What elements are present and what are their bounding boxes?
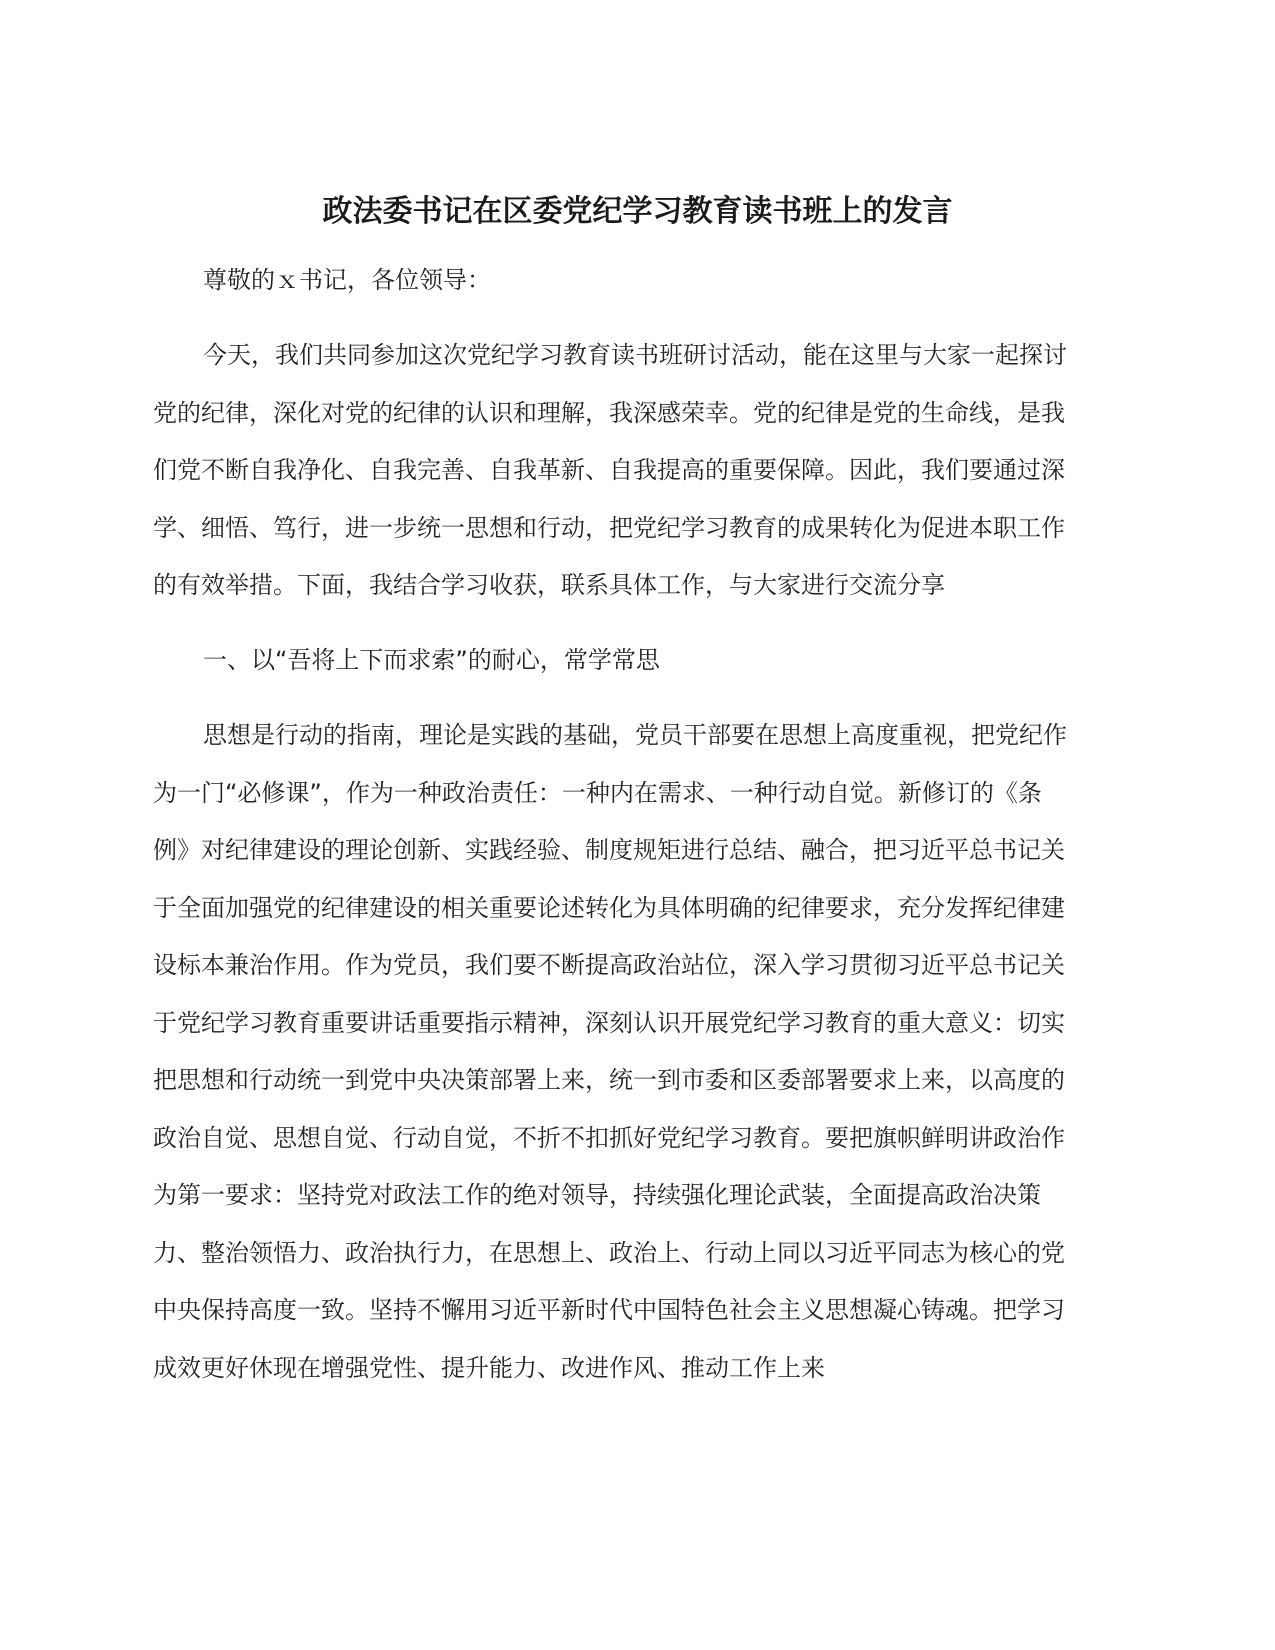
text-line: 思想是行动的指南，理论是实践的基础，党员干部要在思想上高度重视，把党纪作 (203, 721, 1067, 749)
salutation-line: 尊敬的ｘ书记，各位领导： (203, 266, 491, 294)
text-line: 党的纪律，深化对党的纪律的认识和理解，我深感荣幸。党的纪律是党的生命线，是我 (153, 398, 1065, 427)
document-title: 政法委书记在区委党纪学习教育读书班上的发言 (322, 194, 953, 229)
text-line: 于全面加强党的纪律建设的相关重要论述转化为具体明确的纪律要求，充分发挥纪律建 (153, 893, 1065, 922)
text-line: 中央保持高度一致。坚持不懈用习近平新时代中国特色社会主义思想凝心铸魂。把学习 (153, 1296, 1065, 1324)
text-line: 的有效举措。下面，我结合学习收获，联系具体工作，与大家进行交流分享 (153, 571, 945, 599)
intro-paragraph (153, 327, 1121, 615)
text-line: 设标本兼治作用。作为党员，我们要不断提高政治站位，深入学习贯彻习近平总书记关 (153, 951, 1065, 979)
text-line: 例》对纪律建设的理论创新、实践经验、制度规矩进行总结、融合，把习近平总书记关 (153, 836, 1065, 864)
text-line: 学、细悟、笃行，进一步统一思想和行动，把党纪学习教育的成果转化为促进本职工作 (153, 513, 1065, 542)
section-heading-1 (153, 632, 1121, 690)
section-heading-line: 一、以“吾将上下而求索”的耐心，常学常思 (203, 646, 660, 674)
text-line: 政治自觉、思想自觉、行动自觉，不折不扣抓好党纪学习教育。要把旗帜鲜明讲政治作 (153, 1123, 1065, 1152)
text-line: 为一门“必修课”，作为一种政治责任：一种内在需求、一种行动自觉。新修订的《条 (153, 778, 1042, 807)
text-line: 把思想和行动统一到党中央决策部署上来，统一到市委和区委部署要求上来，以高度的 (153, 1066, 1065, 1094)
text-line: 成效更好休现在增强党性、提升能力、改进作风、推动工作上来 (153, 1353, 825, 1382)
text-line: 们党不断自我净化、自我完善、自我革新、自我提高的重要保障。因此，我们要通过深 (153, 456, 1065, 484)
text-line: 于党纪学习教育重要讲话重要指示精神，深刻认识开展党纪学习教育的重大意义：切实 (153, 1008, 1065, 1037)
salutation (153, 252, 1121, 310)
text-line: 力、整治领悟力、政治执行力，在思想上、政治上、行动上同以习近平同志为核心的党 (153, 1238, 1065, 1267)
section1-paragraph (153, 707, 1121, 1397)
text-line: 今天，我们共同参加这次党纪学习教育读书班研讨活动，能在这里与大家一起探讨 (203, 341, 1067, 369)
text-line: 为第一要求：坚持党对政法工作的绝对领导，持续强化理论武装，全面提高政治决策 (153, 1181, 1041, 1209)
